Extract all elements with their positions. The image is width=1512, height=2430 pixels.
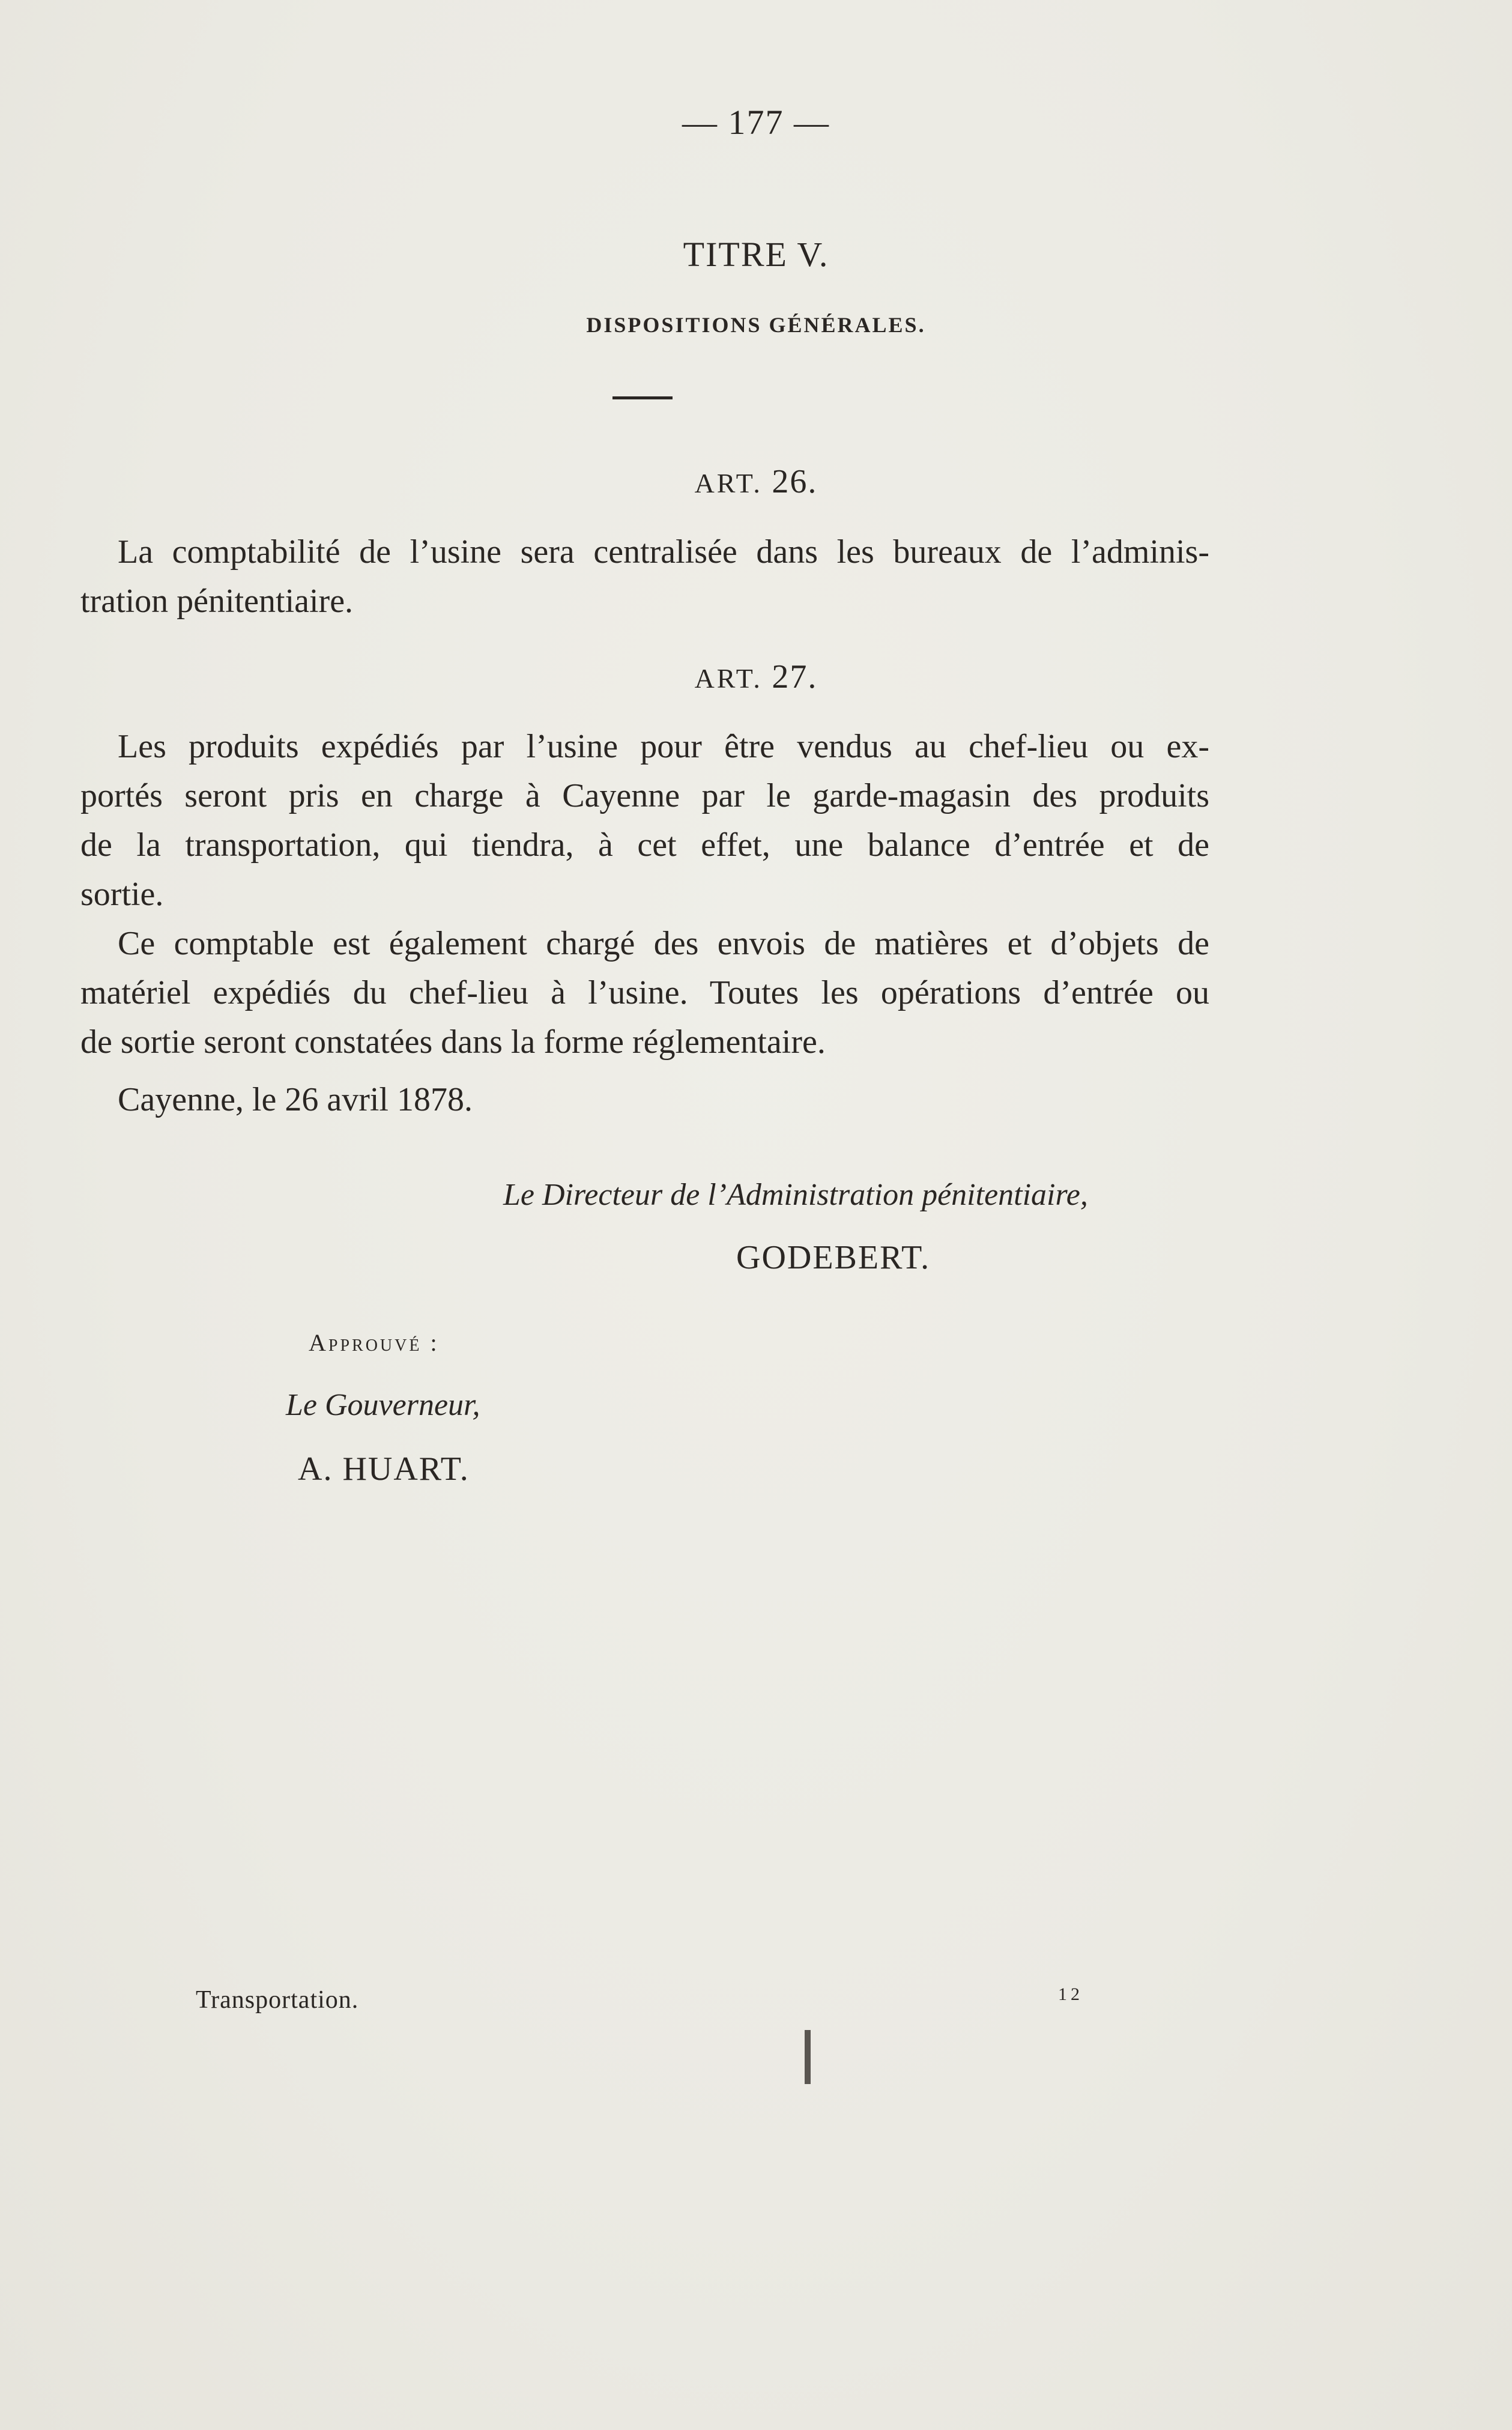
page-number: — 177 — [682,103,830,142]
approver-name: A. HUART. [298,1450,470,1488]
section-title: TITRE V. [683,235,829,274]
place-date [80,1075,1209,1124]
text-line: portés seront pris en charge à Cayenne par le garde-magasin des produits [80,777,1209,814]
footer-gathering-number: 12 [1058,1984,1083,2004]
approver-title: Le Gouverneur, [286,1388,480,1422]
article-heading-27 [0,658,1512,696]
article-number: 26. [772,463,818,500]
text-line: de la transportation, qui tiendra, à cet effet, une balance d’entrée et de [80,826,1209,864]
article-label: ART. [694,468,763,498]
title-divider [612,396,673,399]
text-line: Les produits expédiés par l’usine pour être vendus au chef-lieu ou ex- [118,728,1209,765]
article-27-paragraph-1 [80,722,1209,919]
signatory-name: GODEBERT. [736,1239,931,1276]
text-line: de sortie seront constatées dans la forme réglementaire. [80,1023,826,1061]
article-27-paragraph-2 [80,919,1209,1067]
signatory-title: Le Directeur de l’Administration pénitentiaire, [503,1178,1088,1212]
article-number: 27. [772,658,818,695]
text-line: Ce comptable est également chargé des envois de matières et d’objets de [118,925,1209,962]
article-label: ART. [694,663,763,694]
text-line: La comptabilité de l’usine sera centralisée dans les bureaux de l’adminis- [118,533,1209,571]
place-date-text: Cayenne, le 26 avril 1878. [118,1081,473,1118]
approval-label: Approuvé : [309,1329,440,1356]
text-line: matériel expédiés du chef-lieu à l’usine. Toutes les opérations d’entrée ou [80,974,1209,1011]
section-subtitle: DISPOSITIONS GÉNÉRALES. [586,313,926,337]
text-line: tration pénitentiaire. [80,583,354,620]
article-heading-26 [0,462,1512,501]
binding-mark [805,2030,811,2084]
footer-signature-mark: Transportation. [196,1986,359,2014]
text-line: sortie. [80,876,164,913]
article-26-paragraph [80,527,1209,626]
